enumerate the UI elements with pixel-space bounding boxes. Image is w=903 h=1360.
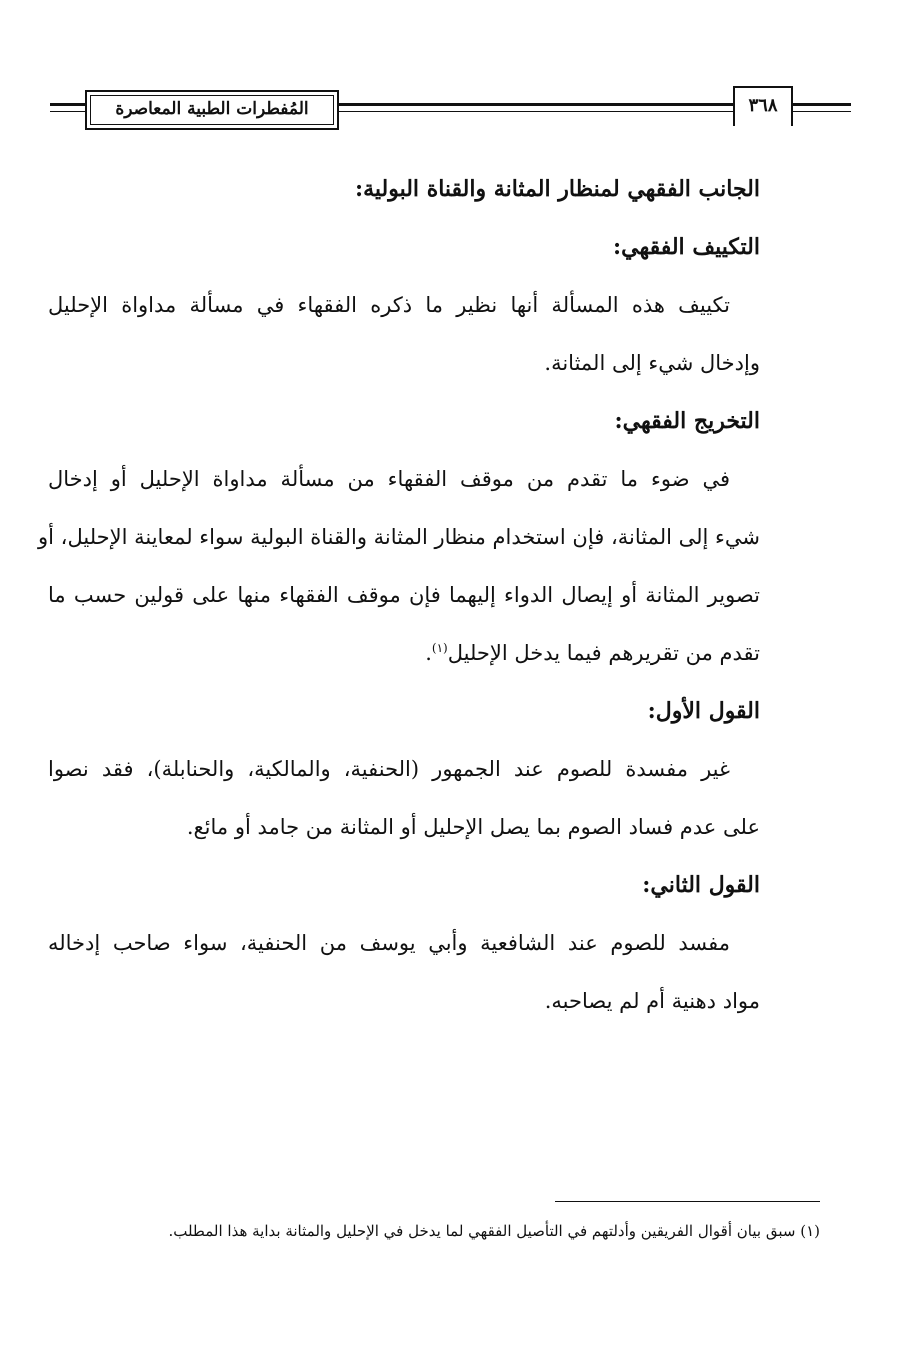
paragraph-line: وإدخال شيء إلى المثانة. xyxy=(544,351,760,375)
main-content xyxy=(38,160,760,1030)
heading-qawl-thani: القول الثاني: xyxy=(642,872,760,898)
paragraph-line: تكييف هذه المسألة أنها نظير ما ذكره الفقهاء في مسألة مداواة الإحليل xyxy=(48,293,730,317)
footnote xyxy=(60,1222,820,1240)
line-end: . xyxy=(425,641,432,665)
footnote-reference[interactable]: (١) xyxy=(431,641,448,655)
section-title: الجانب الفقهي لمنظار المثانة والقناة البولية: xyxy=(354,176,760,202)
paragraph-line: شيء إلى المثانة، فإن استخدام منظار المثانة والقناة البولية سواء لمعاينة الإحليل، أو xyxy=(38,525,760,549)
footnote-number: (١) xyxy=(800,1222,820,1240)
heading-qawl-awwal: القول الأول: xyxy=(647,698,760,724)
heading-takhreej: التخريج الفقهي: xyxy=(614,408,760,434)
paragraph-text: تقدم من تقريرهم فيما يدخل الإحليل xyxy=(447,641,760,665)
page-number: ٣٦٨ xyxy=(733,86,793,126)
footnote-text: سبق بيان أقوال الفريقين وأدلتهم في التأصيل الفقهي لما يدخل في الإحليل والمثانة بداية هذا المطلب. xyxy=(168,1222,796,1240)
heading-takyeef: التكييف الفقهي: xyxy=(613,234,760,260)
paragraph-line: في ضوء ما تقدم من موقف الفقهاء من مسألة مداواة الإحليل أو إدخال xyxy=(48,467,730,491)
paragraph-line: مفسد للصوم عند الشافعية وأبي يوسف من الحنفية، سواء صاحب إدخاله xyxy=(48,931,730,955)
header-rule-left xyxy=(50,103,85,106)
paragraph-line-with-footnote xyxy=(48,624,760,682)
footnote-separator xyxy=(555,1201,820,1202)
running-title: المُفطرات الطبية المعاصرة xyxy=(85,90,339,130)
paragraph-line: على عدم فساد الصوم بما يصل الإحليل أو المثانة من جامد أو مائع. xyxy=(186,815,760,839)
header-rule-right-thin xyxy=(789,111,851,112)
header-rule-left-thin xyxy=(50,111,85,112)
paragraph-line: تصوير المثانة أو إيصال الدواء إليهما فإن موقف الفقهاء منها على قولين حسب ما xyxy=(48,583,760,607)
header-rule-middle xyxy=(335,103,733,106)
header-rule-middle-thin xyxy=(335,111,733,112)
paragraph-line: مواد دهنية أم لم يصاحبه. xyxy=(544,989,760,1013)
header-rule-right xyxy=(789,103,851,106)
paragraph-line: غير مفسدة للصوم عند الجمهور (الحنفية، والمالكية، والحنابلة)، فقد نصوا xyxy=(48,757,730,781)
